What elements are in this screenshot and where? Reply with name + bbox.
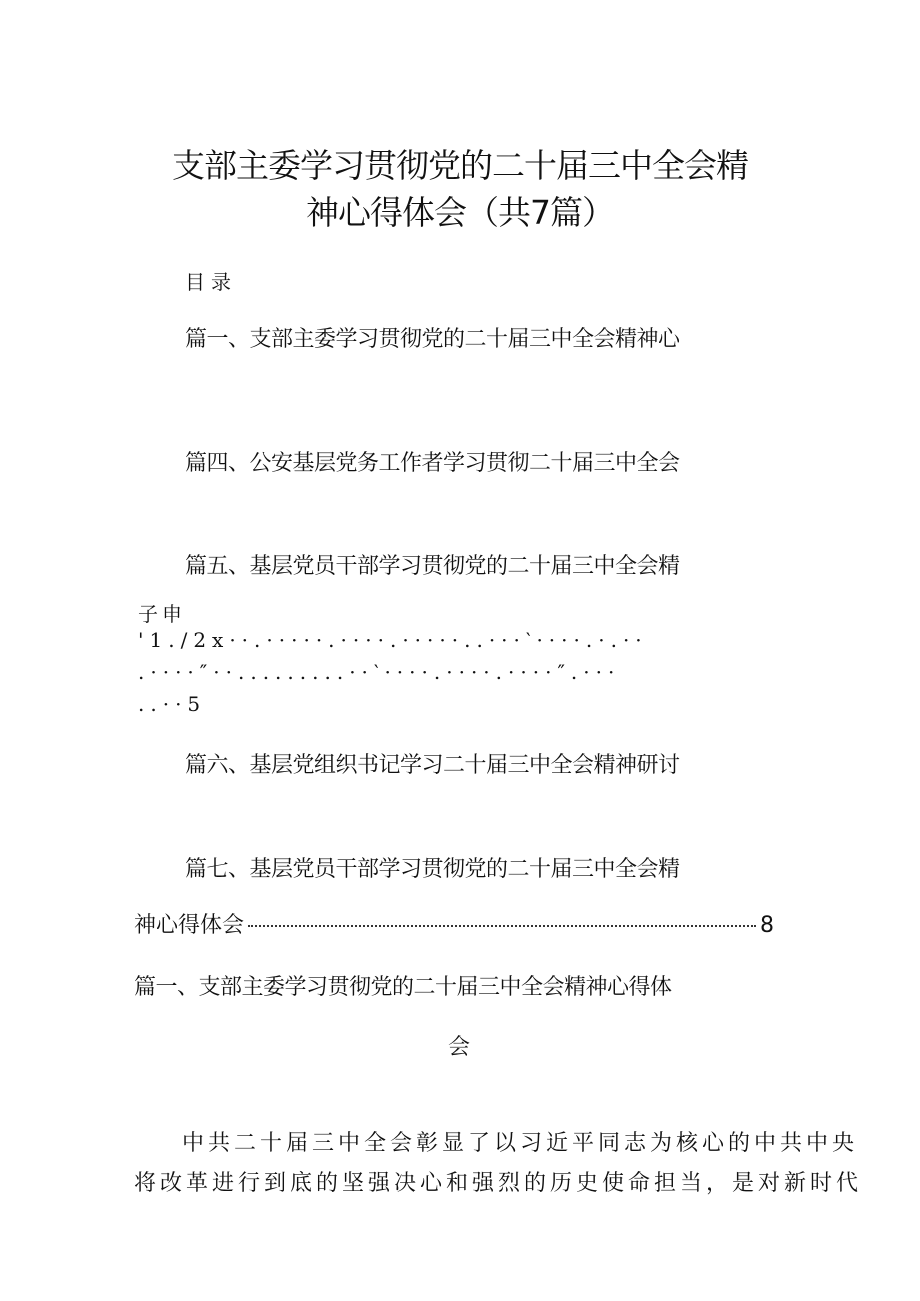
- toc-garbled-text-2: '1./2x··.·····.····.·····..···‵····.·.··: [138, 628, 648, 652]
- toc-garbled-text-1: 子申: [138, 602, 186, 626]
- document-title-line-2: 神心得体会（共7篇）: [306, 193, 614, 232]
- toc-item-6[interactable]: 篇六、基层党组织书记学习二十届三中全会精神研讨: [185, 753, 680, 778]
- toc-entry-text: 神心得体会: [134, 913, 245, 938]
- body-paragraph-line-2: 将改革进行到底的坚强决心和强烈的历史使命担当，是对新时代: [134, 1171, 863, 1196]
- dot-leader: [248, 925, 756, 927]
- toc-entry-with-leader[interactable]: [134, 908, 774, 938]
- toc-item-4[interactable]: 篇四、公安基层党务工作者学习贯彻二十届三中全会: [185, 451, 680, 476]
- section-heading-line-2: 会: [448, 1035, 471, 1060]
- toc-page-number: 8: [760, 913, 774, 938]
- body-paragraph-line-1: 中共二十届三中全会彰显了以习近平同志为核心的中共中央: [182, 1131, 859, 1156]
- toc-item-7[interactable]: 篇七、基层党员干部学习贯彻党的二十届三中全会精: [185, 857, 680, 882]
- toc-garbled-text-3: .····″··.........··‵····.····.····″.···: [138, 660, 621, 684]
- toc-item-5[interactable]: 篇五、基层党员干部学习贯彻党的二十届三中全会精: [185, 554, 680, 579]
- toc-heading: 目录: [185, 270, 237, 294]
- section-heading-line-1: 篇一、支部主委学习贯彻党的二十届三中全会精神心得体: [134, 975, 672, 1000]
- toc-garbled-text-4: ..··5: [138, 692, 207, 716]
- document-title-line-1: 支部主委学习贯彻党的二十届三中全会精: [172, 146, 748, 185]
- toc-item-1[interactable]: 篇一、支部主委学习贯彻党的二十届三中全会精神心: [185, 327, 680, 352]
